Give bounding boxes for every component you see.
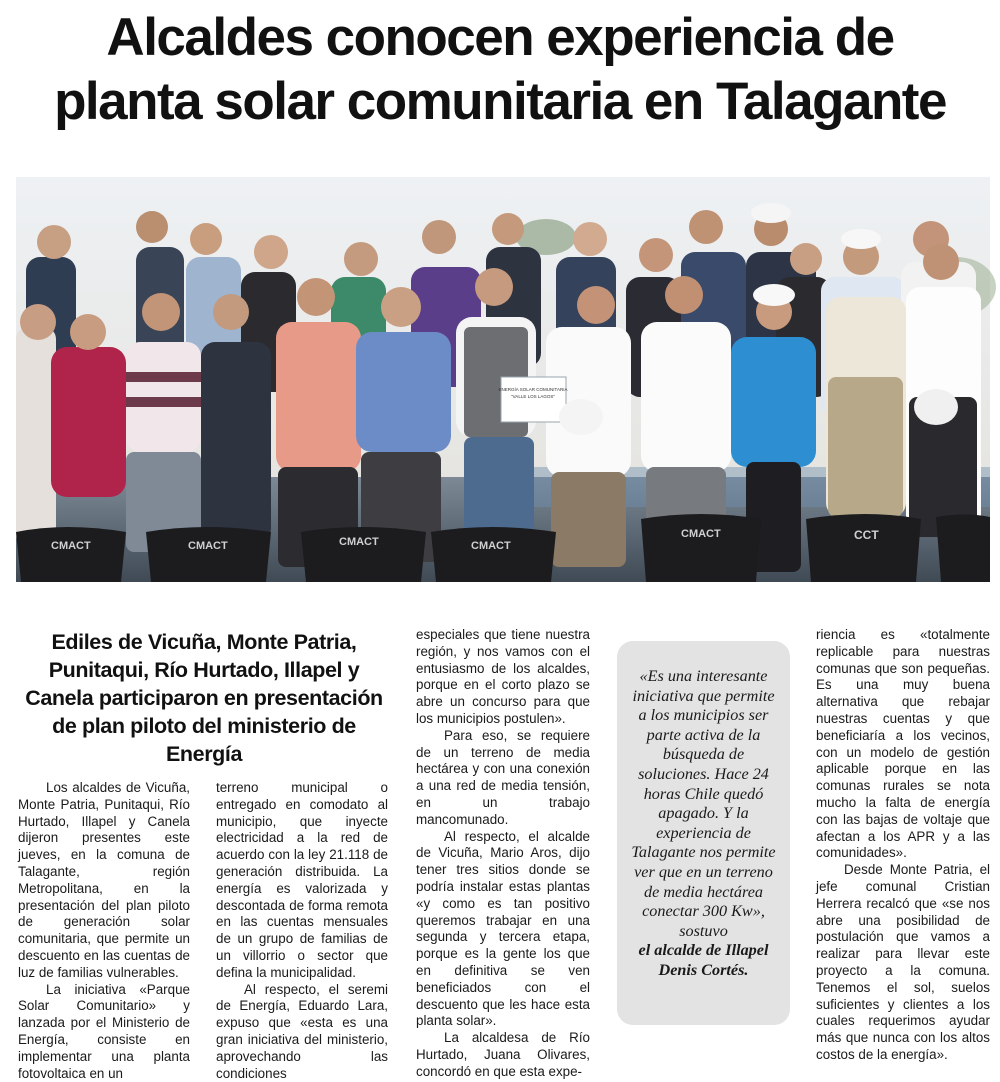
paragraph: La alcaldesa de Río Hurtado, Juana Olivares, concordó en que esta expe- bbox=[416, 1030, 590, 1079]
certificate-line-2: "VALLE LOS LAGOS" bbox=[511, 394, 555, 399]
hard-hat bbox=[914, 389, 958, 425]
chair-label: CMACT bbox=[471, 540, 511, 552]
chair-label: CMACT bbox=[188, 540, 228, 552]
paragraph: riencia es «totalmente replicable para nuestras comunas que son pequeñas. Es una muy buena alternativa que rebajar nuestras cuentas y que beneficiaría a los vecinos, con un modelo de gestión aplicable porque en las comunas rurales se nota mucho la falta de energía con las bajas de voltaje que afectan a los APR y a las comunidades». bbox=[816, 627, 990, 861]
article-column-1 bbox=[18, 780, 190, 1082]
pull-quote-text: «Es una interesante iniciativa que permite a los municipios ser parte activa de la búsqueda de soluciones. Hace 24 horas Chile quedó apagado. Y la experiencia de Talagante nos permite ver que en un terreno de media hectárea conectar 300 Kw», sostuvo bbox=[631, 667, 776, 940]
headline-line-1: Alcaldes conocen experiencia de bbox=[106, 8, 894, 67]
pull-quote-attribution: el alcalde de Illapel Denis Cortés. bbox=[638, 941, 769, 979]
chair-label: CMACT bbox=[51, 540, 91, 552]
paragraph: Desde Monte Patria, el jefe comunal Cristian Herrera recalcó que «se nos abre una posibilidad de postulación que vamos a realizar para llevar este proyecto a la comuna. Tenemos el sol, suelos suficientes y clientes a los cuales requerimos ayudar más que nunca con los altos costos de la energía». bbox=[816, 862, 990, 1062]
chair-label: CMACT bbox=[339, 536, 379, 548]
headline bbox=[0, 6, 1000, 134]
certificate-line-1: ENERGÍA SOLAR COMUNITARIA bbox=[498, 387, 568, 392]
article-column-3 bbox=[416, 627, 590, 1081]
paragraph: La iniciativa «Parque Solar Comunitario» y lanzada por el Ministerio de Energía, consiste en implementar una planta fotovoltaica en un bbox=[18, 981, 190, 1081]
paragraph: Para eso, se requiere de un terreno de media hectárea y con una conexión a una red de media tensión, en un trabajo mancomunado. bbox=[416, 727, 590, 827]
article-column-4 bbox=[816, 627, 990, 1064]
paragraph: especiales que tiene nuestra región, y nos vamos con el entusiasmo de los alcaldes, porque en el corto plazo se abre un concurso para que los municipios postulen». bbox=[416, 627, 590, 726]
certificate-plaque bbox=[499, 377, 568, 422]
subheadline: Ediles de Vicuña, Monte Patria, Punitaqui, Río Hurtado, Illapel y Canela participaron en presentación de plan piloto del ministerio de Energía bbox=[25, 630, 383, 766]
headline-line-2: planta solar comunitaria en Talagante bbox=[54, 72, 946, 131]
paragraph: terreno municipal o entregado en comodato al municipio, que inyecte electricidad a la red de acuerdo con la ley 21.118 de generación distribuida. La energía es valorizada y descontada de forma remota en las cuentas mensuales de un grupo de familias de un villorrio o sector que defina la municipalidad. bbox=[216, 780, 388, 980]
chair-label: CMACT bbox=[681, 528, 721, 540]
paragraph: Al respecto, el seremi de Energía, Eduardo Lara, expuso que «esta es una gran iniciativa del ministerio, aprovechando las condiciones bbox=[216, 981, 388, 1081]
article-column-2 bbox=[216, 780, 388, 1082]
paragraph: Al respecto, el alcalde de Vicuña, Mario Aros, dijo tener tres sitios donde se podría instalar estas plantas «y como es tan positivo queremos trabajar en una segunda y tercera etapa, porque es la gente los que en definitiva se ven beneficiados con el descuento que les hace esta planta solar». bbox=[416, 828, 590, 1029]
pull-quote bbox=[617, 641, 790, 1025]
chair-label: CCT bbox=[854, 528, 879, 542]
hard-hat bbox=[559, 399, 603, 435]
group-photo bbox=[16, 177, 990, 582]
paragraph: Los alcaldes de Vicuña, Monte Patria, Punitaqui, Río Hurtado, Illapel y Canela dijeron presentes este jueves, en la comuna de Talagante, región Metropolitana, en la presentación del plan piloto de generación solar comunitaria, que permite un descuento en las cuentas de luz de familias vulnerables. bbox=[18, 780, 190, 980]
